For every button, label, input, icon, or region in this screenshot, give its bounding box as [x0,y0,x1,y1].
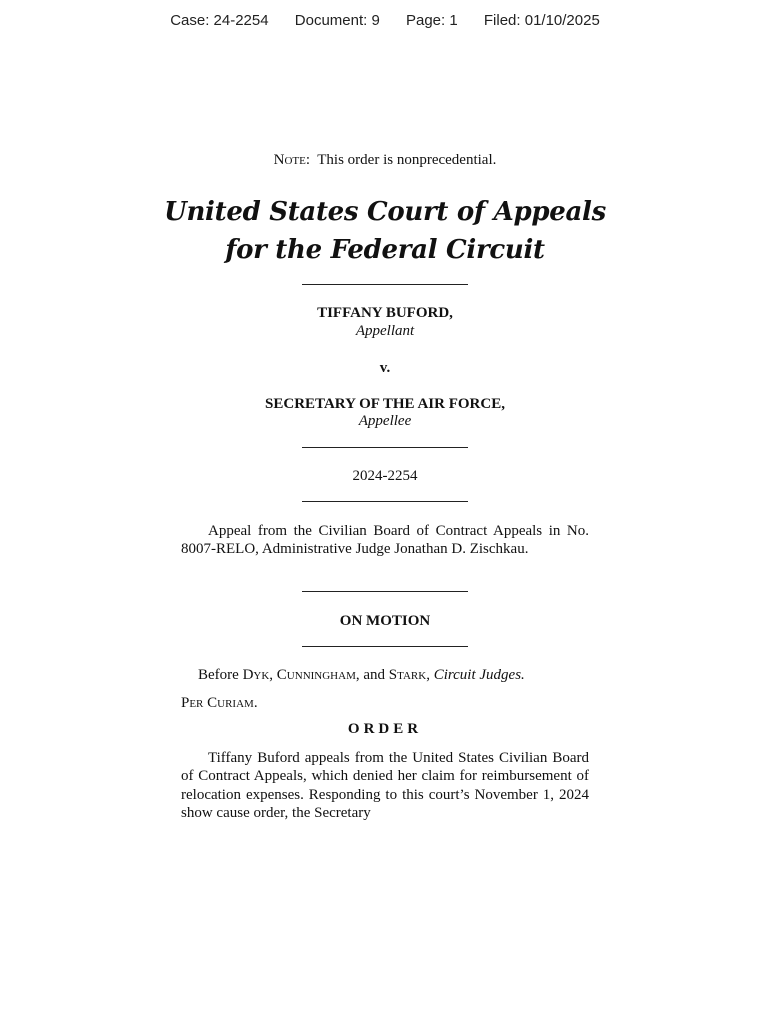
court-title-line2: for the Federal Circuit [225,235,545,265]
per-curiam: Per Curiam. [181,695,258,711]
panel-line [198,667,525,684]
divider [302,646,468,647]
separator: , [426,667,430,683]
docket-number: 2024-2254 [352,468,418,484]
note-text: This order is nonprecedential. [317,152,497,168]
appellee-name: SECRETARY OF THE AIR FORCE, [265,396,505,412]
appeal-paragraph: Appeal from the Civilian Board of Contract Appeals in No. 8007-RELO, Administrative Judge Jonathan D. Zischkau. [181,523,589,558]
order-paragraph: Tiffany Buford appeals from the United States Civilian Board of Contract Appeals, which denied her claim for reimbursement of relocation expenses. Responding to this court’s November 1, 2024 show cause order, the Secretary [181,750,589,821]
judge-dyk: Dyk [242,667,270,683]
versus: v. [379,360,391,376]
divider [302,501,468,502]
before-prefix: Before [198,667,239,683]
divider [302,284,468,285]
court-title-line1: United States Court of Appeals [164,197,606,227]
separator: , and [355,667,386,683]
on-motion-heading: ON MOTION [339,613,431,629]
appellant-name: TIFFANY BUFORD, [317,305,453,321]
divider [302,447,468,448]
appellant-role: Appellant [355,323,415,339]
appellee-role: Appellee [358,413,412,429]
divider [302,591,468,592]
court-title [0,193,770,269]
precedential-note [0,152,770,169]
order-heading: ORDER [347,721,423,737]
judge-cunningham: Cunningham [276,667,356,683]
page-number: Page: 1 [405,12,458,29]
note-label: Note: [273,152,311,168]
filing-header [0,12,770,29]
case-number: Case: 24-2254 [170,12,269,29]
document-number: Document: 9 [294,12,380,29]
circuit-judges-label: Circuit Judges. [433,667,525,683]
separator: , [269,667,274,683]
judge-stark: Stark [388,667,427,683]
filed-date: Filed: 01/10/2025 [483,12,600,29]
